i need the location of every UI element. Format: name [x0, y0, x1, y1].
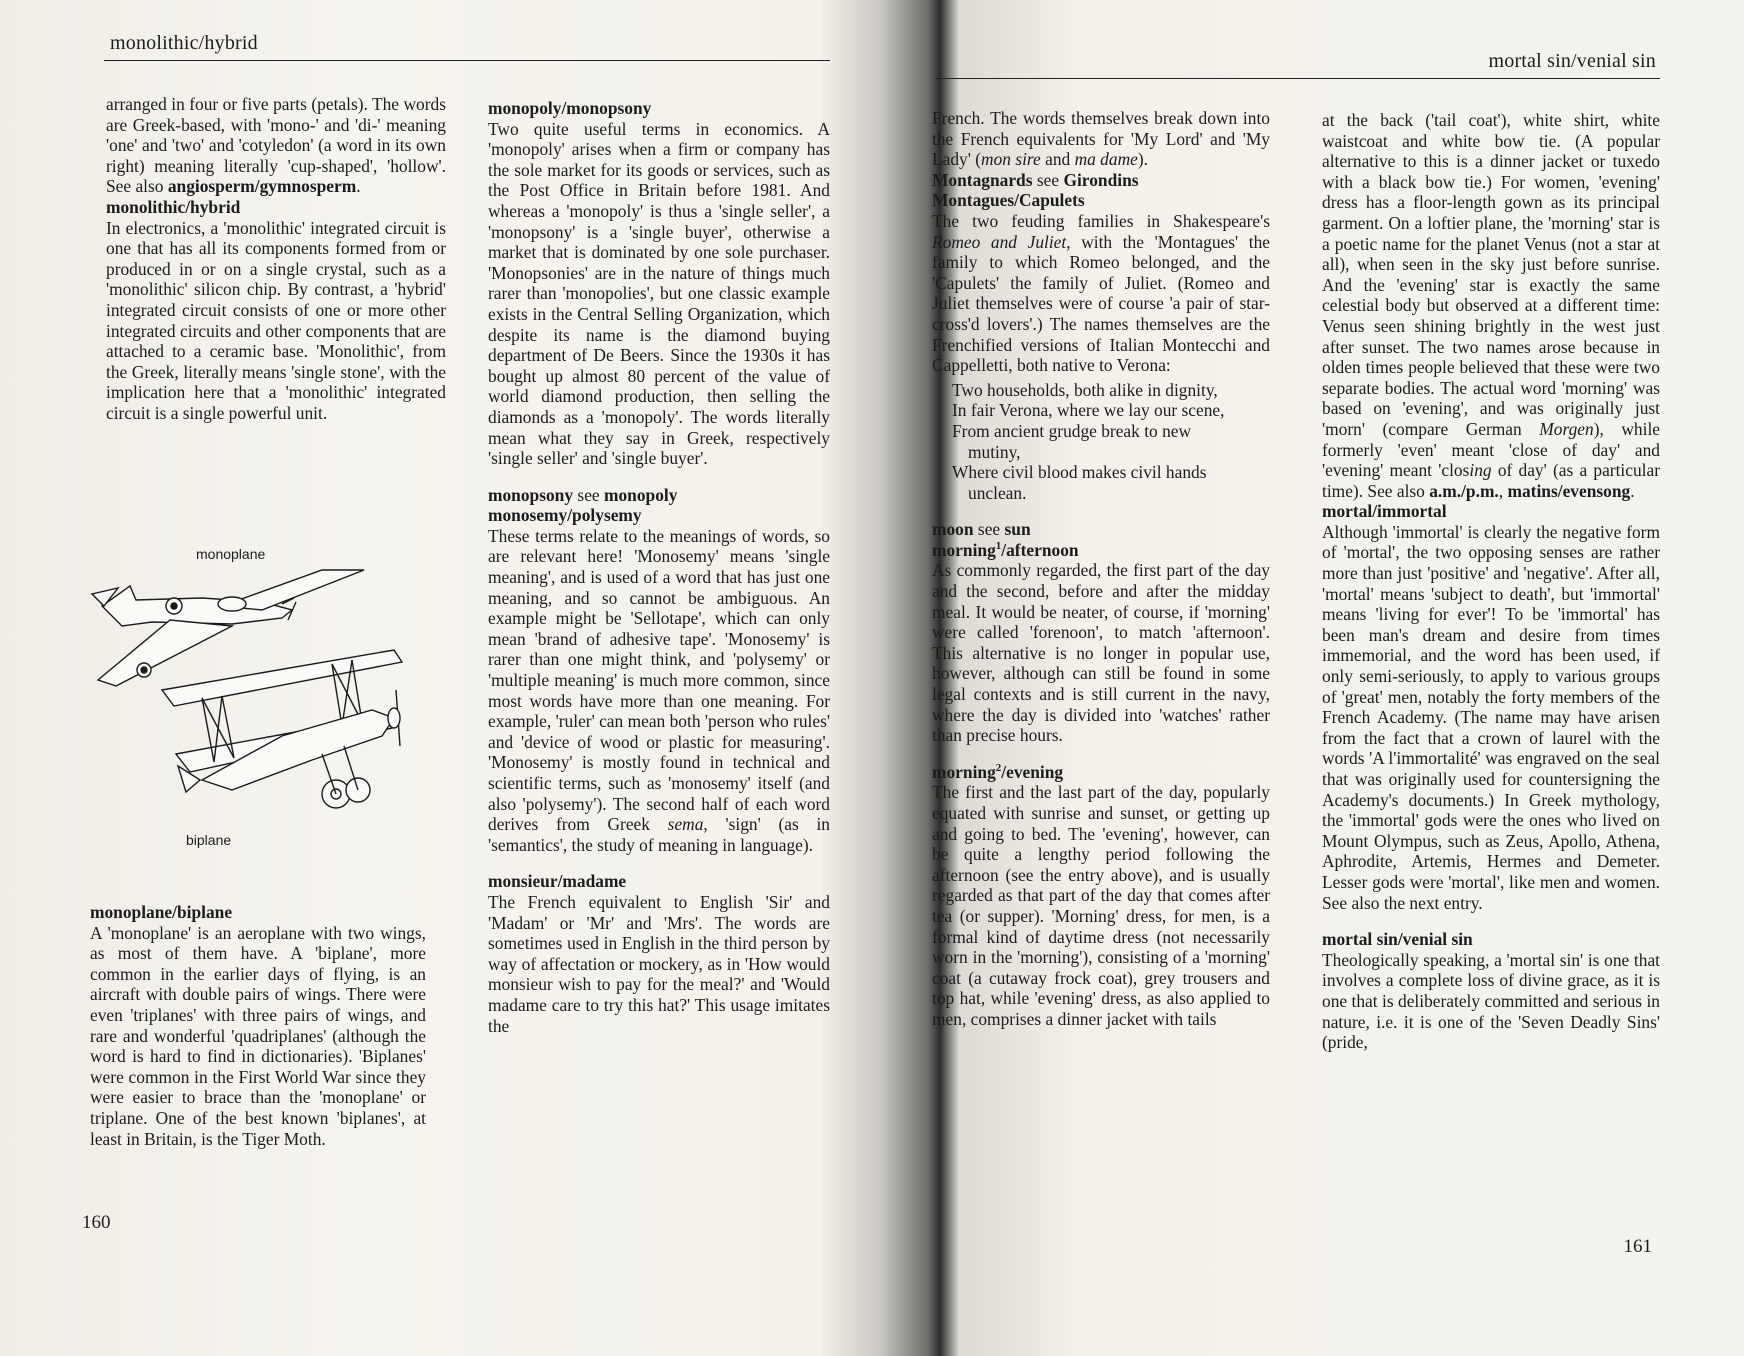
headword: Montagues/Capulets [932, 190, 1085, 211]
verse-line: mutiny, [968, 441, 1021, 462]
entry-body: In electronics, a 'monolithic' integrated circuit is one that has all its components formed from or produced in or on a single crystal, such as a 'monolithic' silicon chip. By contrast, a 'hybrid' integrated circuit consists of one or more other integrated circuits and other components that are attached to a ceramic base. 'Monolithic', from the Greek, literally means 'single stone', with the implication here that a 'monolithic' integrated circuit is a single powerful unit. [106, 217, 446, 423]
entry-body: A 'monoplane' is an aeroplane with two wings, as most of them have. A 'biplane', more common in the earlier days of flying, is an aircraft with double pairs of wings. There were even 'triplanes' with three pairs of wings, and rare and wonderful 'quadriplanes' (although the word is hard to find in dictionaries). 'Biplanes' were common in the First World War since they were easier to brace than the 'monoplane' or triplane. One of the best known 'biplanes', at least in Britain, is the Tiger Moth. [90, 922, 426, 1149]
entry-monolithic-hybrid [106, 197, 446, 424]
verse-quotation [952, 380, 1270, 504]
entry-body: Two quite useful terms in economics. A 'monopoly' arises when a firm or company has the sole market for its goods or services, such as the Post Office in Britain before 1981. And whereas a 'monopoly' is thus a 'single seller', a 'monopsony' is a 'single buyer', otherwise a market that is dominated by one sole purchaser. 'Monopsonies' are in the nature of things much rarer than 'monopolies', but one classic example exists in the Central Selling Organization, which despite its name is the diamond buying department of De Beers. Since the 1930s it has bought up almost 80 percent of the value of world diamond production, then selling the diamonds as a 'monopoly'. The words literally mean what they say in Greek, respectively 'single seller' and 'single buyer'. [488, 118, 830, 469]
monoplane-wing [98, 620, 232, 686]
entry-body: These terms relate to the meanings of words, so are relevant here! 'Monosemy' means 'single meaning', and is used of a word that has just one meaning, and so cannot be ambiguous. An example might be 'Sellotape', which can only mean 'brand of adhesive tape'. 'Monosemy' is rarer than one might think, and 'polysemy' or 'multiple meaning' is much more common, since most words have more than one meaning. For example, 'ruler' can mean both 'person who rules' and 'device of wood or plastic for measuring'. 'Monosemy' is mostly found in technical and scientific terms, such as 'monosemy' itself (and also 'polysemy'). The second half of each word derives from Greek sema, 'sign' (as in 'semantics', the study of meaning in language). [488, 525, 830, 855]
entry-body: The French equivalent to English 'Sir' and 'Madam' or 'Mr' and 'Mrs'. The words are sometimes used in English in the third person by way of affectation or mockery, as in 'How would monsieur wish to pay for the meal?' and 'Would madame care to try this hat?' This usage imitates the [488, 891, 830, 1036]
left-page [0, 0, 860, 1356]
continuation-text: arranged in four or five parts (petals). The words are Greek-based, with 'mono-' and 'di-' meaning 'one' and 'two' and 'cotyledon' (a word in its own right) meaning literally 'cup-shaped', 'hollow'. See also angiosperm/gymnosperm. [106, 94, 446, 197]
entry-body: The two feuding families in Shakespeare's Romeo and Juliet, with the 'Montagues' the family to which Romeo belonged, and the 'Capulets' the family of Juliet. (Romeo and Juliet themselves were of course 'a pair of star-cross'd lovers'.) The names themselves are the Frenchified versions of Italian Montecchi and Cappelletti, both native to Verona: [932, 210, 1270, 376]
headword: monosemy/polysemy [488, 505, 642, 526]
entry-monopoly-monopsony [488, 98, 830, 469]
entry-body: As commonly regarded, the first part of the day and the second, before and after the midday meal. It would be neater, of course, if 'morning' were called 'forenoon', to match 'afternoon'. This alternative is no longer in popular use, however, although can still be found in some legal contexts and is still current in the navy, where the day is divided into 'watches' rather than precise hours. [932, 560, 1270, 746]
right-page-column-2 [1322, 110, 1660, 1069]
headword: mortal sin/venial sin [1322, 929, 1473, 950]
page-number-right: 161 [1623, 1236, 1652, 1257]
headword: morning$^2$/evening [932, 761, 1064, 782]
entry-body: The first and the last part of the day, popularly equated with sunrise and sunset, or getting up and going to bed. The 'evening', however, can be quite a lengthy period following the afternoon (see the entry above), and is usually regarded as that part of the day that comes after tea (or supper). 'Morning' dress, for men, is a formal kind of daytime dress (not necessarily worn in the 'morning'), consisting of a 'morning' coat (a cutaway frock coat), grey trousers and top hat, while 'evening' dress, as also applied to men, comprises a dinner jacket with tails [932, 782, 1270, 1029]
verse-line: From ancient grudge break to new [952, 420, 1192, 441]
entry-montagues-capulets [932, 190, 1270, 503]
see-reference: monopsony see monopoly [488, 484, 678, 505]
header-rule-left [104, 60, 830, 61]
entry-monosemy-polysemy [488, 505, 830, 855]
continuation-text: French. The words themselves break down into the French equivalents for 'My Lord' and 'My Lady' (mon sire and ma dame). [932, 108, 1270, 170]
header-rule-right [936, 78, 1660, 79]
verse-line: unclean. [968, 482, 1027, 503]
page-number-left: 160 [82, 1212, 111, 1233]
see-reference: Montagnards see Girondins [932, 169, 1139, 190]
entry-morning-afternoon [932, 540, 1270, 746]
cross-reference: a.m./p.m. [1429, 480, 1499, 501]
headword: monopoly/monopsony [488, 98, 652, 118]
entry-mortal-immortal [1322, 501, 1660, 913]
headword: monolithic/hybrid [106, 196, 241, 217]
entry-morning-evening [932, 762, 1270, 1030]
entry-body: Although 'immortal' is clearly the negative form of 'mortal', the two opposing senses are rather more than just 'positive' and 'negative'. After all, 'mortal' means 'subject to death', but 'immortal' means 'living for ever'! To be 'immortal' has been man's dream and desire from times immemorial, and the word has been used, if only semi-seriously, to apply to various groups of 'great' men, notably the forty members of the French Academy. (The name may have arisen from the fact that a crown of laurel with the words 'A l'immortalité' was engraved on the seal that was originally used for countersigning the Academy's documents.) In Greek mythology, the 'immortal' gods were the ones who lived on Mount Olympus, such as Zeus, Apollo, Athena, Aphrodite, Artemis, Hermes and Demeter. Lesser gods were 'mortal', like men and women. See also the next entry. [1322, 521, 1660, 913]
right-page [880, 0, 1744, 1356]
entry-monoplane-biplane [90, 902, 426, 1149]
see-reference: moon see sun [932, 519, 1031, 540]
entry-monsieur-madame [488, 871, 830, 1036]
monoplane-biplane-drawing [82, 540, 452, 860]
left-page-column-1-lower [90, 902, 426, 1165]
left-page-column-2 [488, 98, 830, 1052]
cross-reference: angiosperm/gymnosperm [167, 176, 357, 197]
aircraft-illustration [82, 540, 452, 860]
headword: morning$^1$/afternoon [932, 539, 1079, 560]
running-head-right: mortal sin/venial sin [1488, 50, 1656, 72]
entry-body: Theologically speaking, a 'mortal sin' is one that involves a complete loss of divine grace, as it is one that is deliberately committed and serious in nature, i.e. it is one of the 'Seven Deadly Sins' (pride, [1322, 949, 1660, 1053]
headword: monsieur/madame [488, 871, 627, 892]
headword: mortal/immortal [1322, 501, 1447, 522]
verse-line: Where civil blood makes civil hands [952, 462, 1207, 483]
verse-line: In fair Verona, where we lay our scene, [952, 400, 1225, 421]
headword: monoplane/biplane [90, 902, 233, 922]
biplane-upper-wing [162, 650, 402, 706]
monoplane-label: monoplane [196, 546, 266, 562]
biplane-label: biplane [186, 832, 232, 848]
continuation-text: at the back ('tail coat'), white shirt, white waistcoat and white bow tie. (A popular alternative to this is a dinner jacket or tuxedo with a black bow tie.) For women, 'evening' dress has a floor-length gown as its principal garment. On a loftier plane, the 'morning' star is a poetic name for the planet Venus (not a star at all), when seen in the sky just before sunrise. And the 'evening' star is exactly the same celestial body but observed at a different time: Venus seen shining brightly in the west just after sunset. The two names arose because in olden times people believed that these were two separate bodies. The actual word 'morning' was based on 'evening', and was originally just 'morn' (compare German Morgen), while formerly 'even' meant 'close of day' and 'evening' meant 'closing of day' (as a particular time). See also a.m./p.m., matins/evensong. [1322, 110, 1661, 501]
running-head-left: monolithic/hybrid [110, 32, 258, 54]
right-page-column-1 [932, 108, 1270, 1046]
verse-line: Two households, both alike in dignity, [952, 379, 1218, 400]
cross-reference: matins/evensong [1507, 480, 1631, 501]
entry-mortal-sin-venial-sin [1322, 929, 1660, 1053]
left-page-column-1 [106, 94, 446, 440]
